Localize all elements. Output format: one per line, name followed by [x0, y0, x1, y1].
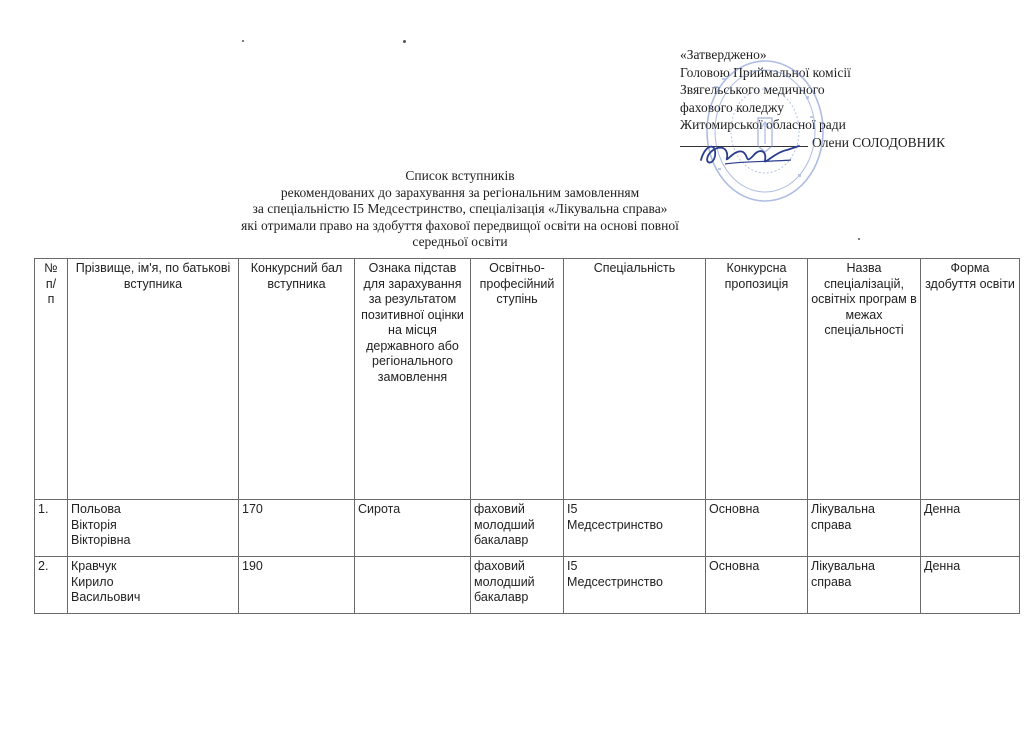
approval-line-institution-2: фахового коледжу — [680, 99, 785, 115]
header-specialty: Спеціальність — [564, 259, 706, 500]
cell-score: 170 — [239, 500, 355, 557]
header-study-form: Форма здобуття освіти — [921, 259, 1020, 500]
cell-degree: фаховий молодший бакалавр — [471, 557, 564, 614]
signer-name: Олени СОЛОДОВНИК — [812, 134, 946, 150]
cell-study-form: Денна — [921, 557, 1020, 614]
header-program: Назва спеціалізацій, освітніх програм в межах спеціальності — [808, 259, 921, 500]
applicants-table — [34, 258, 1020, 614]
cell-full-name: Польова Вікторія Вікторівна — [68, 500, 239, 557]
cell-offer: Основна — [706, 557, 808, 614]
approval-line-position: Головою Приймальної комісії — [680, 64, 851, 80]
cell-specialty: І5 Медсестринство — [564, 500, 706, 557]
cell-admission-basis — [355, 557, 471, 614]
signature-row — [680, 134, 945, 152]
cell-full-name: Кравчук Кирило Васильович — [68, 557, 239, 614]
header-full-name: Прізвище, ім'я, по батькові вступника — [68, 259, 239, 500]
signature-line — [680, 146, 808, 147]
cell-offer: Основна — [706, 500, 808, 557]
table-row — [35, 557, 1020, 614]
cell-admission-basis: Сирота — [355, 500, 471, 557]
cell-number: 1. — [35, 500, 68, 557]
cell-number: 2. — [35, 557, 68, 614]
approval-line-council: Житомирської обласної ради — [680, 117, 846, 133]
table-header-row — [35, 259, 1020, 500]
approval-line-approved: «Затверджено» — [680, 47, 767, 62]
document-title — [140, 168, 780, 251]
header-admission-basis: Ознака підстав для зарахування за результатом позитивної оцінки на місця державного або регіонального замовлення — [355, 259, 471, 500]
cell-study-form: Денна — [921, 500, 1020, 557]
cell-score: 190 — [239, 557, 355, 614]
table-row — [35, 500, 1020, 557]
cell-specialty: І5 Медсестринство — [564, 557, 706, 614]
title-line-2: рекомендованих до зарахування за регіональним замовленням — [280, 184, 640, 200]
title-line-4: які отримали право на здобуття фахової передвищої освіти на основі повної — [241, 217, 679, 233]
title-line-1: Список вступників — [405, 168, 515, 183]
approval-line-institution: Звягельського медичного — [680, 82, 825, 98]
cell-program: Лікувальна справа — [808, 557, 921, 614]
header-score: Конкурсний бал вступника — [239, 259, 355, 500]
header-degree: Освітньо-професійний ступінь — [471, 259, 564, 500]
cell-program: Лікувальна справа — [808, 500, 921, 557]
approval-block — [680, 46, 945, 152]
title-line-3: за спеціальністю І5 Медсестринство, спеціалізація «Лікувальна справа» — [252, 201, 668, 216]
title-line-5: середньої освіти — [412, 234, 508, 249]
cell-degree: фаховий молодший бакалавр — [471, 500, 564, 557]
header-offer: Конкурсна пропозиція — [706, 259, 808, 500]
header-number: № п/ п — [35, 259, 68, 500]
